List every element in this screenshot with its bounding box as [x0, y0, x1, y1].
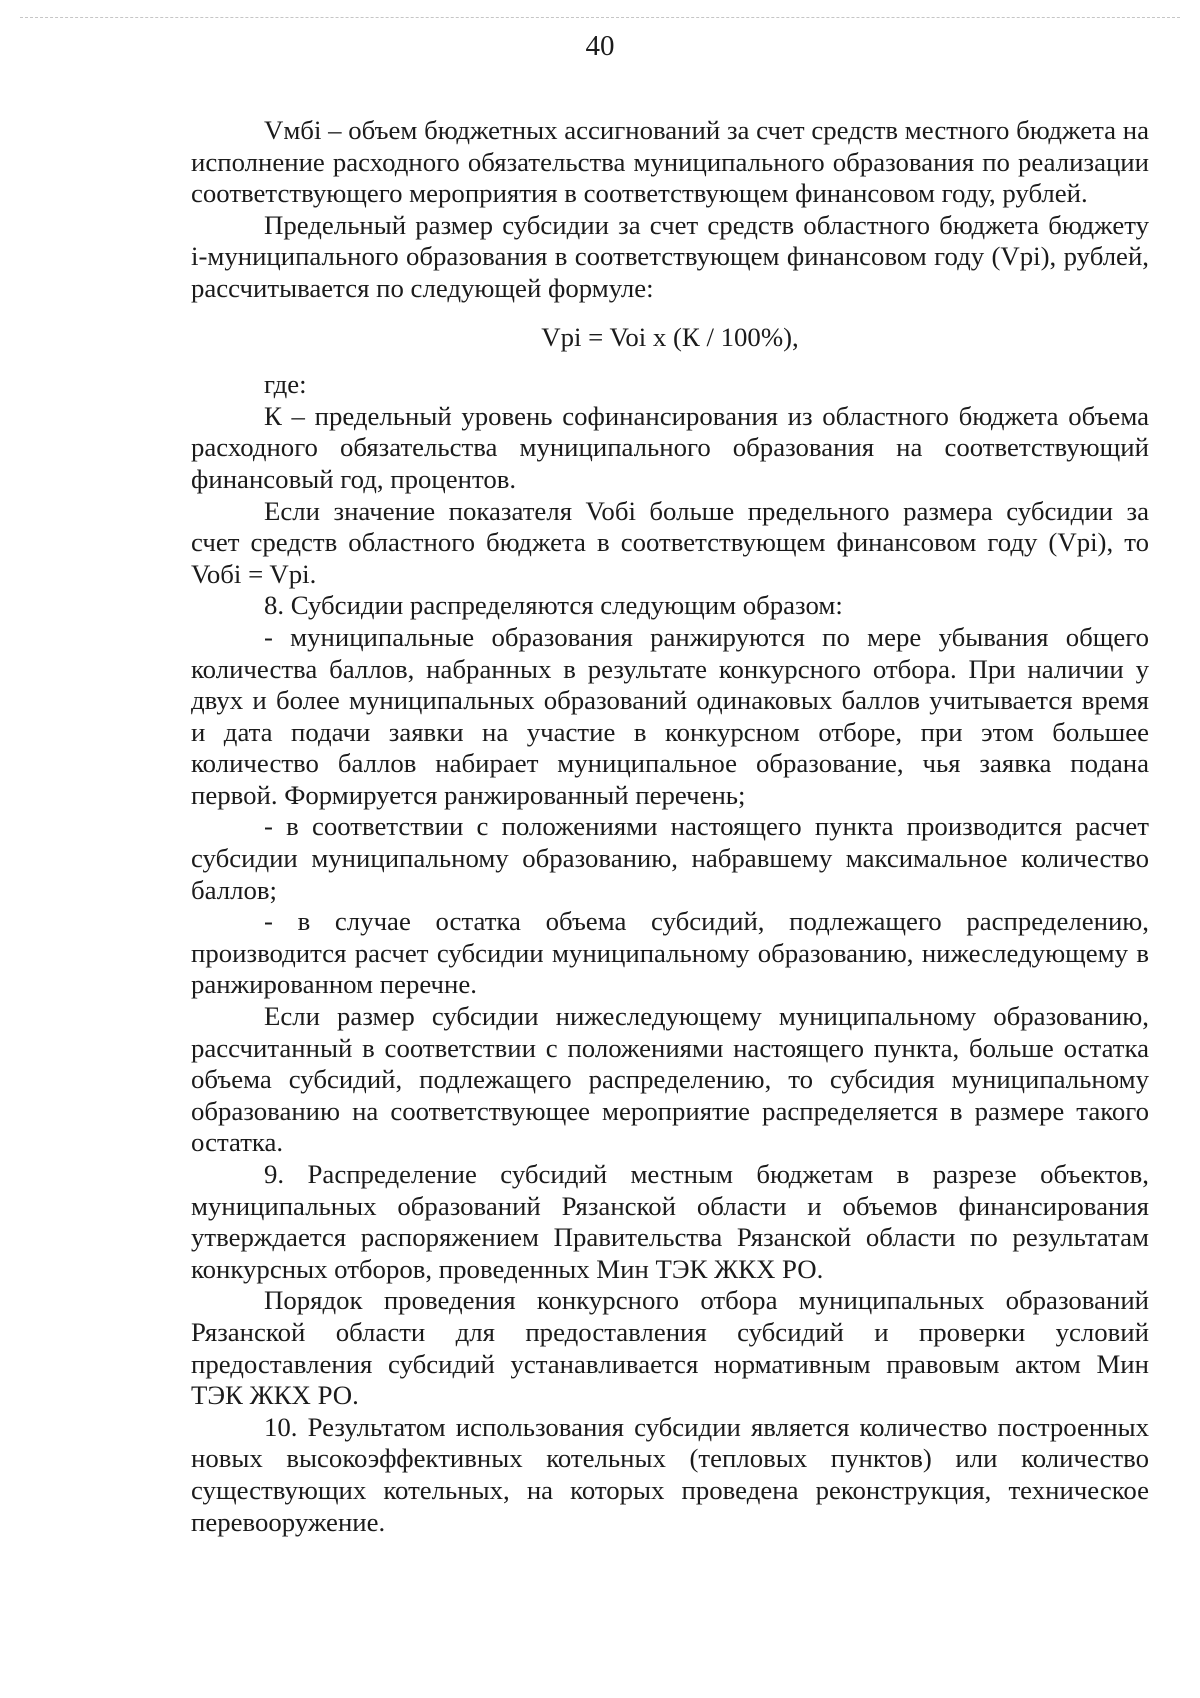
paragraph-subsidy-limit: Предельный размер субсидии за счет средств областного бюджета бюджету i-муниципального образования в соответствующем финансовом году (Vpi), рублей, рассчитывается по следующей формуле:: [191, 209, 1149, 303]
paragraph-vmbi-definition: Vмбi – объем бюджетных ассигнований за счет средств местного бюджета на исполнение расходного обязательства муниципального образования по реализации соответствующего мероприятия в соответствующем финансовом году, рублей.: [191, 115, 1149, 209]
body-text: [191, 115, 1149, 1538]
paragraph-remaining-distribution: Если размер субсидии нижеследующему муниципальному образованию, рассчитанный в соответствии с положениями настоящего пункта, больше остатка объема субсидий, подлежащего распределению, то субсидия муниципальному образованию на соответствующее мероприятие распределяется в размере такого остатка.: [191, 1001, 1149, 1158]
paragraph-vobi-condition: Если значение показателя Voбi больше предельного размера субсидии за счет средств областного бюджета в соответствующем финансовом году (Vpi), то Voбi = Vpi.: [191, 495, 1149, 589]
list-item-ranking: - муниципальные образования ранжируются по мере убывания общего количества баллов, набранных в результате конкурсного отбора. При наличии у двух и более муниципальных образований одинаковых баллов учитывается время и дата подачи заявки на участие в конкурсном отборе, при этом большее количество баллов набирает муниципальное образование, чья заявка подана первой. Формируется ранжированный перечень;: [191, 621, 1149, 810]
scan-edge-artifact: [20, 17, 1180, 21]
paragraph-section-8-heading: 8. Субсидии распределяются следующим образом:: [264, 590, 843, 621]
paragraph-where: где:: [264, 369, 307, 400]
list-item-calculation: - в соответствии с положениями настоящего пункта производится расчет субсидии муниципальному образованию, набравшему максимальное количество баллов;: [191, 811, 1149, 905]
formula-vpi: Vpi = Voi x (К / 100%),: [541, 321, 799, 352]
paragraph-section-10: 10. Результатом использования субсидии является количество построенных новых высокоэффективных котельных (тепловых пунктов) или количество существующих котельных, на которых проведена реконструкция, техническое перевооружение.: [191, 1411, 1149, 1537]
list-item-remaining-volume: - в случае остатка объема субсидий, подлежащего распределению, производится расчет субсидии муниципальному образованию, нижеследующему в ранжированном перечне.: [191, 906, 1149, 1000]
paragraph-section-9: 9. Распределение субсидий местным бюджетам в разрезе объектов, муниципальных образований Рязанской области и объемов финансирования утверждается распоряжением Правительства Рязанской области по результатам конкурсных отборов, проведенных Мин ТЭК ЖКХ РО.: [191, 1159, 1149, 1284]
page-number: 40: [585, 30, 615, 62]
paragraph-k-definition: К – предельный уровень софинансирования из областного бюджета объема расходного обязательства муниципального образования на соответствующий финансовый год, процентов.: [191, 400, 1149, 494]
paragraph-selection-procedure: Порядок проведения конкурсного отбора муниципальных образований Рязанской области для предоставления субсидий и проверки условий предоставления субсидий устанавливается нормативным правовым актом Мин ТЭК ЖКХ РО.: [191, 1285, 1149, 1411]
